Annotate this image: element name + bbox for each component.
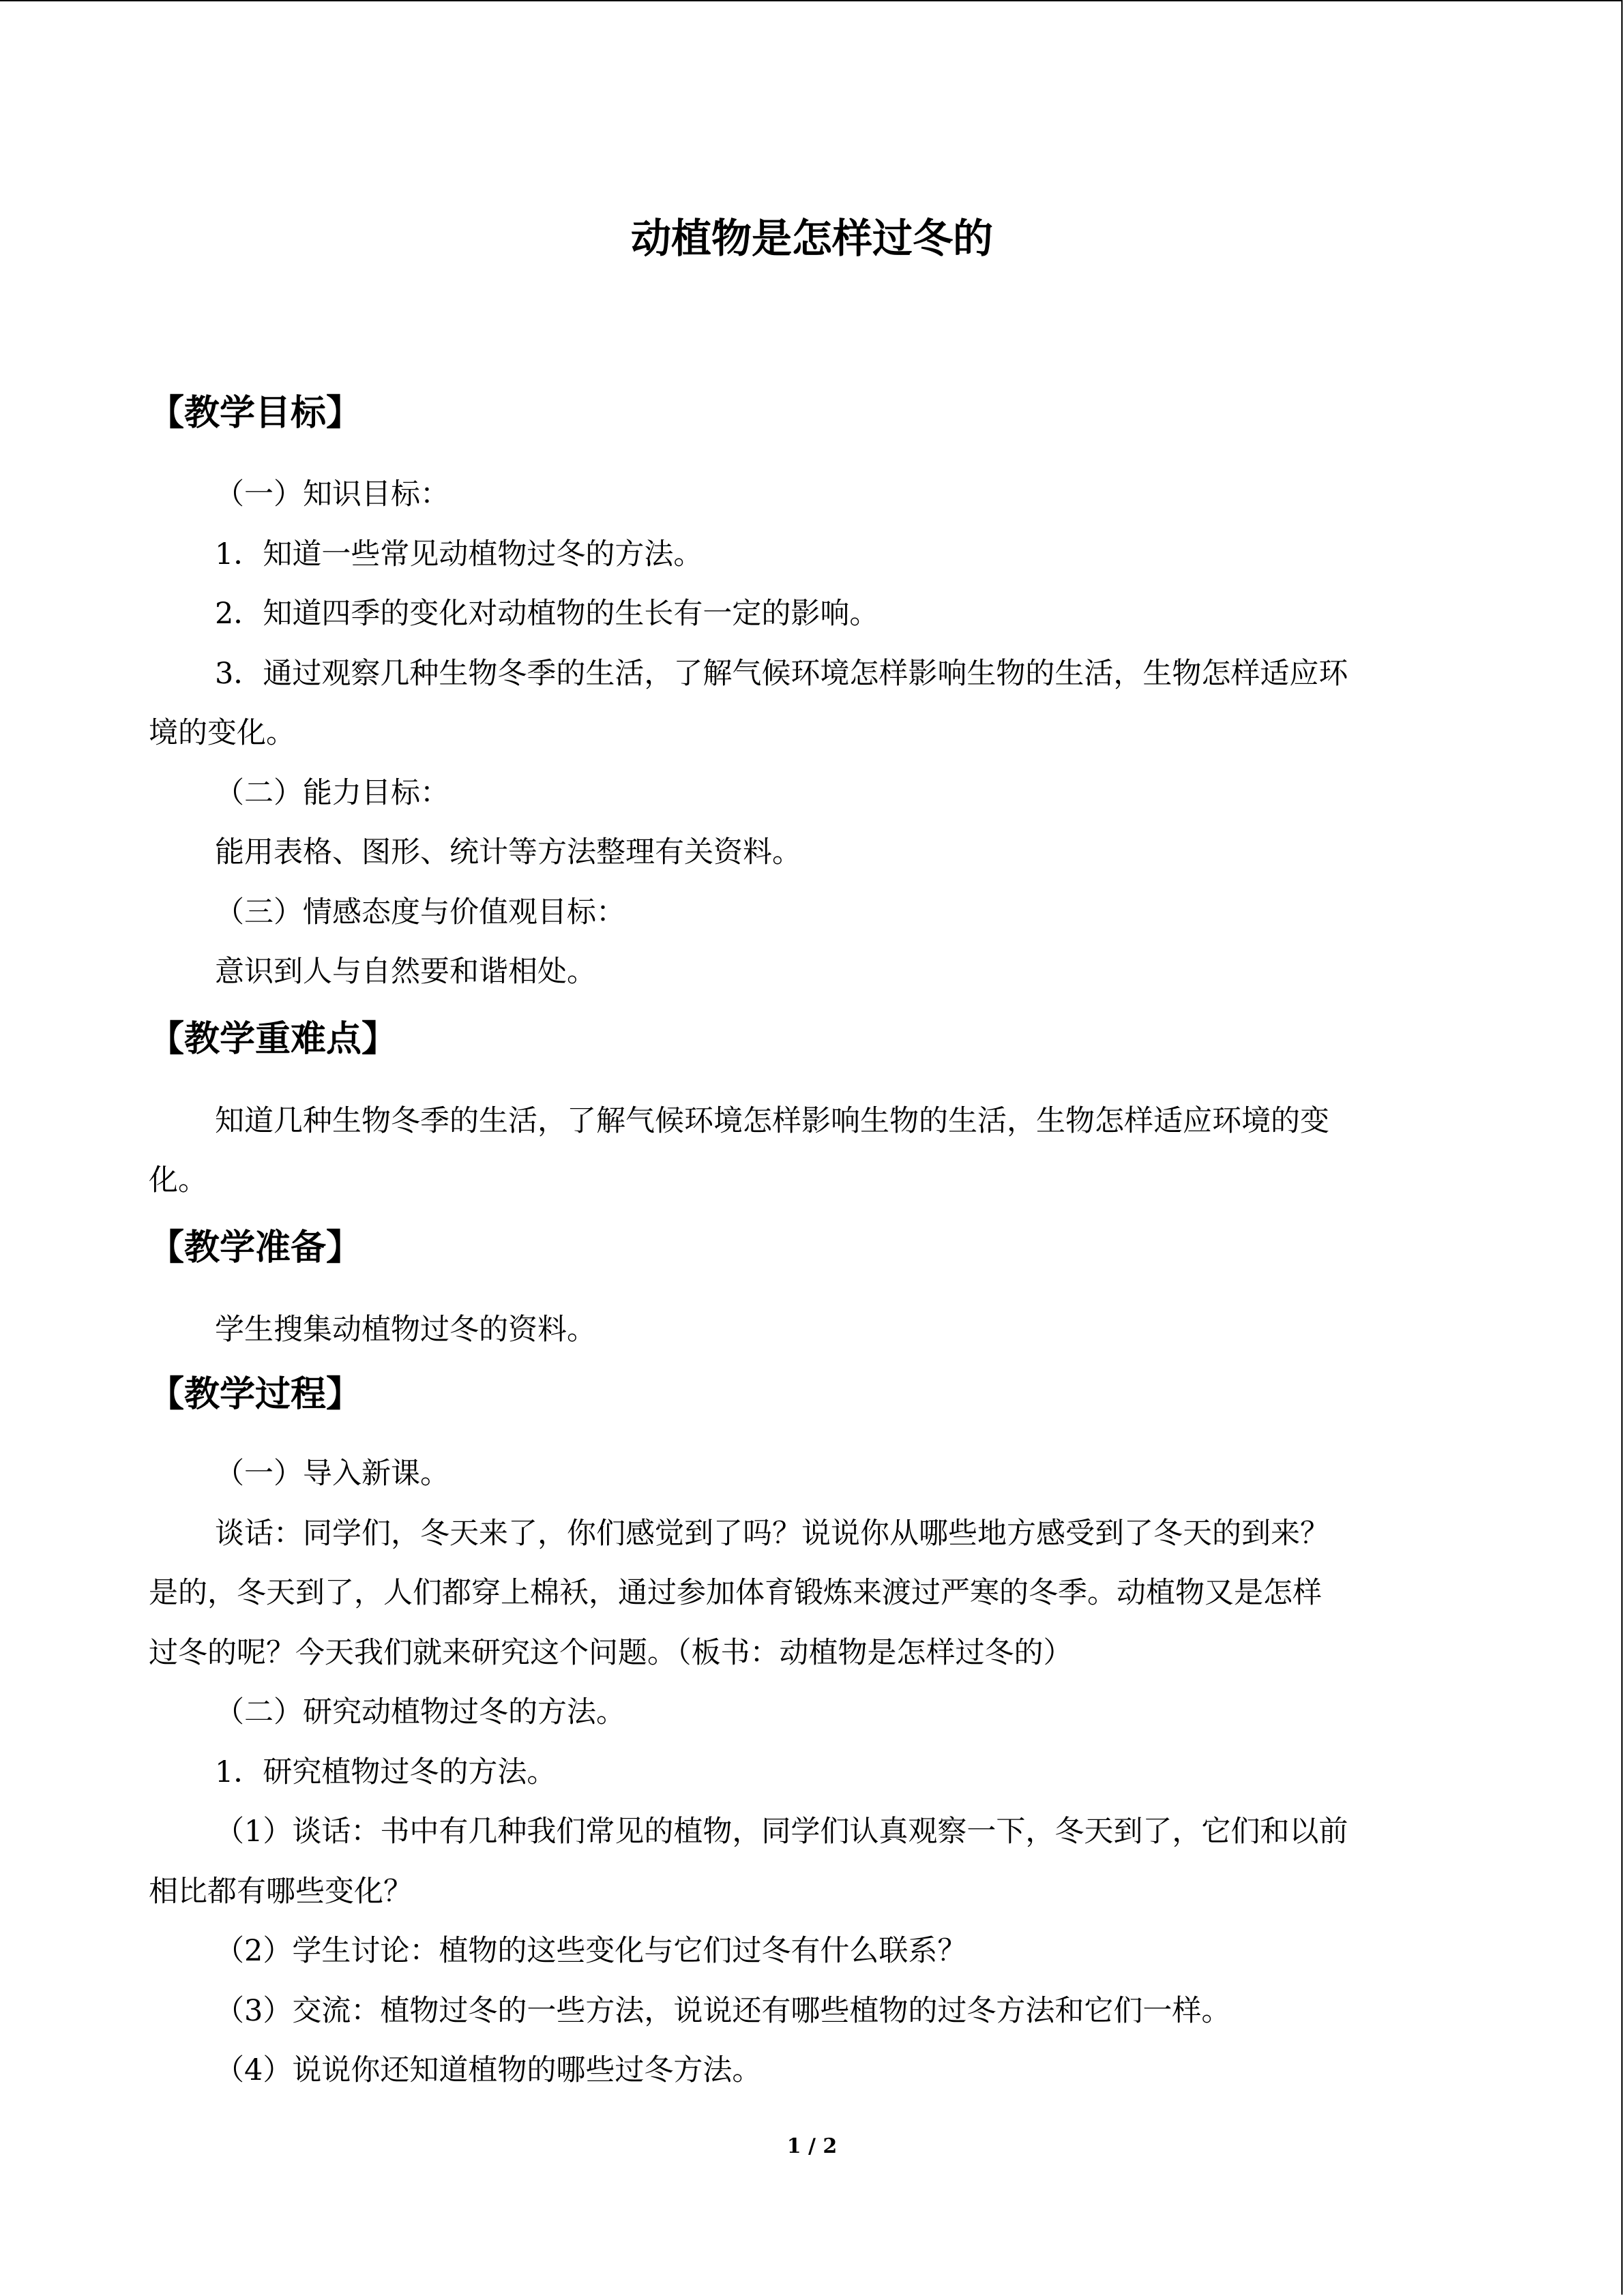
plant-label: 1．研究植物过冬的方法。 (215, 1755, 557, 1789)
emotion-text: 意识到人与自然要和谐相处。 (215, 955, 596, 989)
intro-label: （一）导入新课。 (215, 1457, 449, 1491)
preparation-text: 学生搜集动植物过冬的资料。 (215, 1313, 596, 1347)
plant-step: （1）谈话：书中有几种我们常见的植物，同学们认真观察一下，冬天到了，它们和以前 (215, 1815, 1348, 1849)
knowledge-label: （一）知识目标： (215, 477, 449, 511)
page-number: 1 / 2 (786, 2134, 838, 2158)
document-title: 动植物是怎样过冬的 (630, 215, 993, 262)
intro-line: 是的，冬天到了，人们都穿上棉袄，通过参加体育锻炼来渡过严寒的冬季。动植物又是怎样 (149, 1576, 1322, 1610)
ability-text: 能用表格、图形、统计等方法整理有关资料。 (215, 835, 801, 869)
ability-label: （二）能力目标： (215, 776, 449, 810)
research-label: （二）研究动植物过冬的方法。 (215, 1695, 625, 1729)
plant-step: （3）交流：植物过冬的一些方法，说说还有哪些植物的过冬方法和它们一样。 (215, 1994, 1231, 2028)
heading-key-points: 【教学重难点】 (149, 1019, 398, 1060)
intro-line: 谈话：同学们，冬天来了，你们感觉到了吗？说说你从哪些地方感受到了冬天的到来？ (215, 1517, 1329, 1551)
key-points-line: 知道几种生物冬季的生活，了解气候环境怎样影响生物的生活，生物怎样适应环境的变 (215, 1104, 1329, 1138)
heading-preparation: 【教学准备】 (149, 1227, 362, 1268)
knowledge-item-continuation: 境的变化。 (149, 716, 295, 750)
heading-objectives: 【教学目标】 (149, 393, 362, 434)
plant-step: （4）说说你还知道植物的哪些过冬方法。 (215, 2053, 762, 2087)
intro-line: 过冬的呢？今天我们就来研究这个问题。（板书：动植物是怎样过冬的） (149, 1636, 1073, 1670)
key-points-line: 化。 (149, 1163, 207, 1197)
knowledge-item: 1．知道一些常见动植物过冬的方法。 (215, 537, 703, 571)
knowledge-item: 2．知道四季的变化对动植物的生长有一定的影响。 (215, 597, 879, 631)
emotion-label: （三）情感态度与价值观目标： (215, 895, 625, 929)
plant-step: （2）学生讨论：植物的这些变化与它们过冬有什么联系？ (215, 1934, 967, 1968)
plant-step-continuation: 相比都有哪些变化？ (149, 1875, 413, 1909)
heading-process: 【教学过程】 (149, 1374, 362, 1415)
knowledge-item: 3．通过观察几种生物冬季的生活，了解气候环境怎样影响生物的生活，生物怎样适应环 (215, 657, 1348, 691)
